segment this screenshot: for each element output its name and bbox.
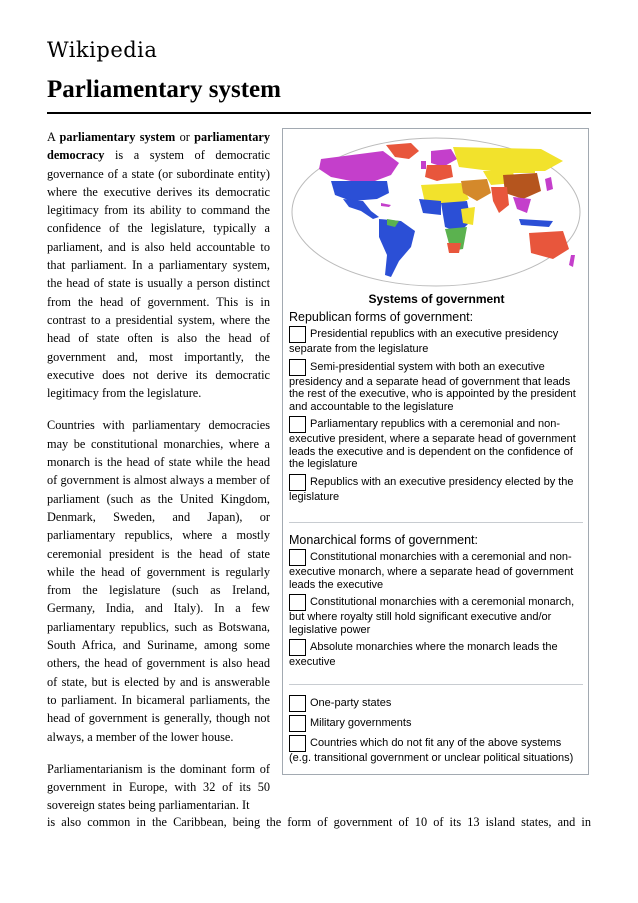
- legend-swatch: [289, 416, 306, 433]
- legend-text: Constitutional monarchies with a ceremonial monarch, but where royalty still hold significant executive and/or legislative power: [289, 596, 575, 636]
- legend-swatch: [289, 715, 306, 732]
- map-uk: [421, 161, 426, 169]
- legend-text: One-party states: [310, 697, 392, 709]
- map-mongolia: [513, 167, 535, 173]
- bold-term-parliamentary-system: parliamentary system: [59, 130, 176, 144]
- legend-swatch: [289, 549, 306, 566]
- legend-entry-one-party: [289, 695, 585, 712]
- intro-column: [47, 128, 270, 829]
- legend-text: Military governments: [310, 717, 412, 729]
- legend-entry-legislature-elected-presidency: [289, 474, 585, 504]
- other-section: [289, 695, 585, 768]
- world-map-image: [291, 137, 581, 287]
- legend-swatch: [289, 594, 306, 611]
- legend-entry-presidential: [289, 326, 585, 356]
- legend-entry-semi-presidential: [289, 359, 585, 414]
- legend-swatch: [289, 326, 306, 343]
- intro-text-b: or: [175, 130, 195, 144]
- map-south-africa: [447, 243, 461, 253]
- legend-entry-other-systems: [289, 735, 585, 765]
- map-new-zealand: [569, 255, 575, 267]
- title-rule: [47, 112, 591, 114]
- legend-text: Republics with an executive presidency elected by the legislature: [289, 475, 574, 503]
- legend-swatch: [289, 359, 306, 376]
- legend-entry-military: [289, 715, 585, 732]
- legend-entry-ceremonial-monarchy: [289, 549, 585, 591]
- section-divider: [289, 684, 583, 685]
- legend-entry-absolute-monarchy: [289, 639, 585, 669]
- legend-swatch: [289, 735, 306, 752]
- legend-swatch: [289, 639, 306, 656]
- legend-text: Countries which do not fit any of the above systems (e.g. transitional government or unclear political situations): [289, 737, 574, 764]
- intro-paragraph-3: Parliamentarianism is the dominant form of government in Europe, with 32 of its 50 sovereign states being parliamentarian. It: [47, 761, 270, 813]
- intro-paragraph-3-continued: is also common in the Caribbean, being the form of government of 10 of its 13 island states, and in: [47, 815, 591, 829]
- legend-text: Absolute monarchies where the monarch leads the executive: [289, 641, 558, 668]
- legend-text: Semi-presidential system with both an executive presidency and a separate head of government that leads the rest of the executive, who is appointed by the president and accountable to the legislature: [289, 360, 576, 413]
- legend-text: Parliamentary republics with a ceremonial and non-executive president, where a separate head of government leads the executive and is dependent on the confidence of the legislature: [289, 418, 576, 470]
- wikipedia-wordmark: Wikipedia: [47, 38, 158, 62]
- map-east-africa: [461, 207, 475, 225]
- intro-text-a: A: [47, 130, 60, 144]
- legend-swatch: [289, 474, 306, 491]
- intro-paragraph-1: [47, 128, 270, 402]
- legend-entry-constitutional-monarchy-royal-power: [289, 594, 585, 636]
- section-divider: [289, 522, 583, 523]
- monarchical-section: [289, 533, 585, 672]
- bold-term-parliamentary-democracy: parliamentary democracy: [47, 130, 270, 163]
- legend-swatch: [289, 695, 306, 712]
- legend-entry-parliamentary-republic: [289, 416, 585, 471]
- legend-text: Constitutional monarchies with a ceremonial and non-executive monarch, where a separate head of government leads the executive: [289, 551, 574, 591]
- intro-text-c: is a system of democratic governance of a state (or subordinate entity) where the executive derives its democratic legitimacy from its ability to command the confidence of the legislature, typically a parliament, and is also held accountable to that parliament. In a parliamentary system, the head of state is usually a person distinct from the head of government. This is in contrast to a presidential system, where the head of state often is also the head of government and, most importantly, the executive does not derive its democratic legitimacy from the legislature.: [47, 148, 270, 401]
- map-canada: [319, 151, 399, 181]
- republican-section: [289, 310, 585, 506]
- map-russia: [453, 147, 563, 171]
- infobox-caption: Systems of government: [368, 292, 505, 306]
- page-title: Parliamentary system: [47, 76, 281, 103]
- legend-text: Presidential republics with an executive presidency separate from the legislature: [289, 328, 559, 355]
- republican-heading: Republican forms of government:: [289, 310, 474, 324]
- monarchical-heading: Monarchical forms of government:: [289, 533, 478, 547]
- intro-paragraph-2: Countries with parliamentary democracies may be constitutional monarchies, where a monarch is the head of state while the head of government is almost always a member of parliament (such as the United Kingdom, Denmark, Sweden, and Japan), or parliamentary republics, where a mostly ceremonial president is the head of state while the head of government is regularly from the legislature (such as Ireland, Germany, India, and Italy). In a few parliamentary republics, such as Botswana, South Africa, and Suriname, among some others, the head of government is also head of state, but is elected by and is answerable to parliament. In bicameral parliaments, the head of government is generally, though not always, a member of the lower house.: [47, 418, 270, 744]
- infobox: [282, 128, 589, 775]
